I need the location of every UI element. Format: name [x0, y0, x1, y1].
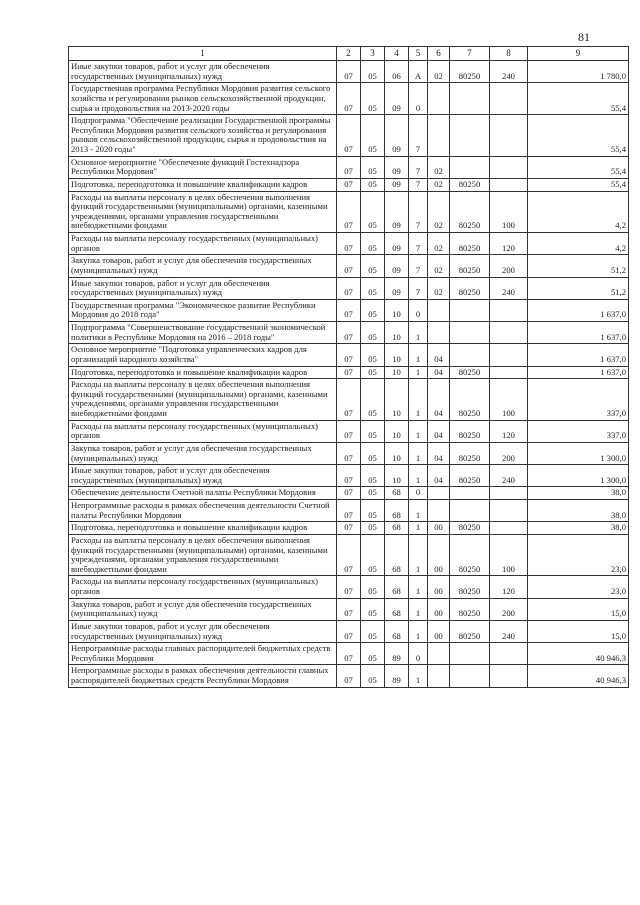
row-code-cell [490, 487, 528, 500]
table-row [69, 643, 629, 665]
row-code-cell: 80250 [450, 277, 490, 299]
row-code-cell: 07 [337, 233, 361, 255]
row-code-cell: 07 [337, 643, 361, 665]
row-code-cell: 80250 [450, 366, 490, 379]
row-code-cell: 200 [490, 442, 528, 464]
row-code-cell: 05 [361, 522, 385, 535]
row-code-cell: 09 [385, 178, 409, 191]
row-code-cell: 05 [361, 643, 385, 665]
row-code-cell: 09 [385, 277, 409, 299]
row-code-cell: 00 [428, 522, 450, 535]
row-amount-cell: 51,2 [528, 255, 629, 277]
row-code-cell: 1 [409, 522, 428, 535]
table-row [69, 322, 629, 344]
row-code-cell: 1 [409, 420, 428, 442]
row-code-cell: 07 [337, 379, 361, 421]
row-code-cell: 68 [385, 576, 409, 598]
row-code-cell: 120 [490, 576, 528, 598]
row-code-cell: 7 [409, 255, 428, 277]
row-amount-cell: 38,0 [528, 487, 629, 500]
row-code-cell [450, 643, 490, 665]
row-name-cell: Государственная программа "Экономическое развитие Республики Мордовия до 2018 года" [69, 299, 337, 321]
row-code-cell [450, 156, 490, 178]
row-code-cell: 05 [361, 379, 385, 421]
row-code-cell: 1 [409, 620, 428, 642]
row-code-cell: 10 [385, 442, 409, 464]
row-code-cell: 240 [490, 465, 528, 487]
row-code-cell: 04 [428, 366, 450, 379]
row-code-cell [490, 665, 528, 687]
row-code-cell: 10 [385, 420, 409, 442]
row-code-cell: А [409, 61, 428, 83]
row-code-cell: 100 [490, 534, 528, 576]
row-amount-cell: 55,4 [528, 178, 629, 191]
row-code-cell: 80250 [450, 379, 490, 421]
row-code-cell: 07 [337, 61, 361, 83]
row-code-cell: 68 [385, 487, 409, 500]
row-amount-cell: 1 637,0 [528, 322, 629, 344]
row-amount-cell: 40 946,3 [528, 643, 629, 665]
row-code-cell: 05 [361, 620, 385, 642]
row-code-cell: 05 [361, 83, 385, 115]
row-amount-cell: 23,0 [528, 534, 629, 576]
row-code-cell: 05 [361, 322, 385, 344]
table-row [69, 233, 629, 255]
row-code-cell: 05 [361, 115, 385, 157]
row-code-cell: 80250 [450, 178, 490, 191]
row-code-cell: 07 [337, 191, 361, 233]
row-name-cell: Расходы на выплаты персоналу в целях обеспечения выполнения функций государственными (муниципальными) органами, казенными учреждениями, органами управления государственными внебюджетными фондами [69, 534, 337, 576]
budget-table [68, 46, 629, 688]
row-name-cell: Расходы на выплаты персоналу в целях обеспечения выполнения функций государственными (муниципальными) органами, казенными учреждениями, органами управления государственными внебюджетными фондами [69, 191, 337, 233]
row-amount-cell: 1 637,0 [528, 299, 629, 321]
row-code-cell [490, 500, 528, 522]
row-code-cell: 05 [361, 442, 385, 464]
row-code-cell: 04 [428, 465, 450, 487]
row-code-cell: 05 [361, 277, 385, 299]
table-row [69, 420, 629, 442]
row-code-cell [490, 643, 528, 665]
table-row [69, 465, 629, 487]
row-code-cell [450, 299, 490, 321]
row-code-cell: 80250 [450, 191, 490, 233]
row-code-cell: 10 [385, 322, 409, 344]
row-code-cell [428, 500, 450, 522]
row-code-cell: 09 [385, 115, 409, 157]
table-row [69, 255, 629, 277]
table-row [69, 620, 629, 642]
row-name-cell: Иные закупки товаров, работ и услуг для обеспечения государственных (муниципальных) нужд [69, 620, 337, 642]
row-code-cell: 80250 [450, 620, 490, 642]
row-name-cell: Основное мероприятие "Обеспечение функций Гостехнадзора Республики Мордовия" [69, 156, 337, 178]
row-code-cell [428, 665, 450, 687]
row-code-cell: 00 [428, 620, 450, 642]
row-code-cell: 80250 [450, 442, 490, 464]
row-amount-cell: 4,2 [528, 191, 629, 233]
row-amount-cell: 38,0 [528, 500, 629, 522]
row-code-cell [450, 83, 490, 115]
row-code-cell: 1 [409, 344, 428, 366]
row-amount-cell: 1 300,0 [528, 465, 629, 487]
row-code-cell: 02 [428, 233, 450, 255]
row-name-cell: Закупка товаров, работ и услуг для обеспечения государственных (муниципальных) нужд [69, 442, 337, 464]
row-code-cell: 10 [385, 344, 409, 366]
row-name-cell: Непрограммные расходы главных распорядителей бюджетных средств Республики Мордовия [69, 643, 337, 665]
row-code-cell: 80250 [450, 598, 490, 620]
row-code-cell: 02 [428, 191, 450, 233]
row-code-cell: 04 [428, 379, 450, 421]
row-code-cell: 80250 [450, 465, 490, 487]
row-code-cell: 1 [409, 576, 428, 598]
row-code-cell: 89 [385, 665, 409, 687]
row-code-cell: 80250 [450, 522, 490, 535]
row-code-cell: 10 [385, 379, 409, 421]
row-code-cell: 07 [337, 576, 361, 598]
row-name-cell: Иные закупки товаров, работ и услуг для обеспечения государственных (муниципальных) нужд [69, 61, 337, 83]
row-code-cell: 07 [337, 534, 361, 576]
row-name-cell: Закупка товаров, работ и услуг для обеспечения государственных (муниципальных) нужд [69, 255, 337, 277]
row-code-cell [490, 299, 528, 321]
column-header: 5 [409, 47, 428, 61]
table-row [69, 442, 629, 464]
row-name-cell: Подготовка, переподготовка и повышение квалификации кадров [69, 522, 337, 535]
table-row [69, 665, 629, 687]
column-header: 2 [337, 47, 361, 61]
row-code-cell: 02 [428, 277, 450, 299]
row-name-cell: Непрограммные расходы в рамках обеспечения деятельности главных распорядителей бюджетных средств Республики Мордовия [69, 665, 337, 687]
row-code-cell: 05 [361, 487, 385, 500]
row-amount-cell: 337,0 [528, 420, 629, 442]
row-code-cell: 07 [337, 178, 361, 191]
row-code-cell: 02 [428, 178, 450, 191]
row-amount-cell: 15,0 [528, 598, 629, 620]
row-code-cell: 1 [409, 598, 428, 620]
row-amount-cell: 55,4 [528, 83, 629, 115]
table-row [69, 156, 629, 178]
row-code-cell: 05 [361, 576, 385, 598]
table-row [69, 598, 629, 620]
row-amount-cell: 1 300,0 [528, 442, 629, 464]
row-code-cell: 05 [361, 178, 385, 191]
row-code-cell: 07 [337, 465, 361, 487]
row-code-cell: 09 [385, 255, 409, 277]
row-code-cell: 120 [490, 420, 528, 442]
row-code-cell: 7 [409, 191, 428, 233]
row-name-cell: Подготовка, переподготовка и повышение квалификации кадров [69, 366, 337, 379]
row-code-cell: 00 [428, 576, 450, 598]
row-code-cell: 07 [337, 500, 361, 522]
row-code-cell: 05 [361, 598, 385, 620]
row-code-cell: 1 [409, 379, 428, 421]
row-code-cell [450, 344, 490, 366]
row-amount-cell: 15,0 [528, 620, 629, 642]
row-name-cell: Расходы на выплаты персоналу в целях обеспечения выполнения функций государственными (муниципальными) органами, казенными учреждениями, органами управления государственными внебюджетными фондами [69, 379, 337, 421]
row-code-cell: 80250 [450, 576, 490, 598]
row-code-cell [490, 522, 528, 535]
table-row [69, 534, 629, 576]
row-code-cell: 06 [385, 61, 409, 83]
row-code-cell: 80250 [450, 534, 490, 576]
row-code-cell: 100 [490, 379, 528, 421]
row-amount-cell: 23,0 [528, 576, 629, 598]
column-header: 3 [361, 47, 385, 61]
row-code-cell: 7 [409, 178, 428, 191]
table-row [69, 344, 629, 366]
row-code-cell [450, 500, 490, 522]
row-code-cell: 05 [361, 465, 385, 487]
row-code-cell: 09 [385, 233, 409, 255]
row-code-cell: 68 [385, 598, 409, 620]
row-code-cell [490, 156, 528, 178]
row-code-cell: 00 [428, 534, 450, 576]
row-code-cell: 02 [428, 255, 450, 277]
row-code-cell: 0 [409, 643, 428, 665]
row-code-cell: 05 [361, 299, 385, 321]
row-code-cell: 80250 [450, 420, 490, 442]
table-row [69, 83, 629, 115]
row-name-cell: Иные закупки товаров, работ и услуг для обеспечения государственных (муниципальных) нужд [69, 465, 337, 487]
row-code-cell: 07 [337, 277, 361, 299]
row-code-cell [490, 366, 528, 379]
row-code-cell: 120 [490, 233, 528, 255]
column-header: 6 [428, 47, 450, 61]
row-amount-cell: 55,4 [528, 156, 629, 178]
row-amount-cell: 40 946,3 [528, 665, 629, 687]
row-code-cell [450, 487, 490, 500]
row-code-cell: 05 [361, 366, 385, 379]
row-code-cell: 05 [361, 500, 385, 522]
table-row [69, 500, 629, 522]
row-code-cell: 04 [428, 420, 450, 442]
row-code-cell: 05 [361, 344, 385, 366]
row-code-cell: 05 [361, 665, 385, 687]
row-code-cell: 1 [409, 322, 428, 344]
row-code-cell: 07 [337, 598, 361, 620]
row-code-cell: 200 [490, 255, 528, 277]
row-code-cell: 09 [385, 156, 409, 178]
table-row [69, 61, 629, 83]
row-code-cell: 07 [337, 420, 361, 442]
row-code-cell: 05 [361, 255, 385, 277]
row-name-cell: Расходы на выплаты персоналу государственных (муниципальных) органов [69, 420, 337, 442]
row-amount-cell: 1 637,0 [528, 366, 629, 379]
row-code-cell: 1 [409, 500, 428, 522]
row-code-cell: 0 [409, 487, 428, 500]
row-code-cell: 1 [409, 665, 428, 687]
row-code-cell: 05 [361, 420, 385, 442]
table-row [69, 379, 629, 421]
row-amount-cell: 1 780,0 [528, 61, 629, 83]
row-code-cell: 02 [428, 156, 450, 178]
row-code-cell [490, 115, 528, 157]
row-code-cell: 07 [337, 299, 361, 321]
row-name-cell: Непрограммные расходы в рамках обеспечения деятельности Счетной палаты Республики Мордовия [69, 500, 337, 522]
row-code-cell [450, 322, 490, 344]
row-code-cell: 07 [337, 115, 361, 157]
row-code-cell [428, 322, 450, 344]
page-number: 81 [578, 30, 590, 44]
row-code-cell: 1 [409, 534, 428, 576]
row-amount-cell: 55,4 [528, 115, 629, 157]
row-code-cell: 10 [385, 465, 409, 487]
row-code-cell: 05 [361, 534, 385, 576]
header-row [69, 47, 629, 61]
table-row [69, 576, 629, 598]
row-name-cell: Подпрограмма "Совершенствование государственной экономической политики в Республике Мордовия на 2016 – 2018 годы" [69, 322, 337, 344]
row-code-cell: 09 [385, 191, 409, 233]
row-code-cell: 07 [337, 442, 361, 464]
row-name-cell: Подготовка, переподготовка и повышение квалификации кадров [69, 178, 337, 191]
row-code-cell: 7 [409, 233, 428, 255]
row-code-cell: 05 [361, 61, 385, 83]
table-row [69, 191, 629, 233]
row-code-cell: 68 [385, 534, 409, 576]
table-row [69, 115, 629, 157]
row-code-cell: 07 [337, 255, 361, 277]
row-amount-cell: 38,0 [528, 522, 629, 535]
row-code-cell: 00 [428, 598, 450, 620]
row-code-cell [490, 344, 528, 366]
row-code-cell [490, 178, 528, 191]
row-name-cell: Расходы на выплаты персоналу государственных (муниципальных) органов [69, 233, 337, 255]
row-code-cell [490, 322, 528, 344]
row-code-cell: 80250 [450, 233, 490, 255]
row-code-cell: 07 [337, 156, 361, 178]
table-row [69, 487, 629, 500]
table-row [69, 366, 629, 379]
column-header: 1 [69, 47, 337, 61]
row-code-cell: 1 [409, 442, 428, 464]
row-amount-cell: 1 637,0 [528, 344, 629, 366]
row-code-cell: 07 [337, 366, 361, 379]
row-code-cell: 89 [385, 643, 409, 665]
row-code-cell: 80250 [450, 61, 490, 83]
row-code-cell: 7 [409, 115, 428, 157]
table-row [69, 277, 629, 299]
table-row [69, 178, 629, 191]
row-name-cell: Расходы на выплаты персоналу государственных (муниципальных) органов [69, 576, 337, 598]
row-code-cell [428, 299, 450, 321]
table-row [69, 522, 629, 535]
row-code-cell: 04 [428, 442, 450, 464]
row-amount-cell: 4,2 [528, 233, 629, 255]
row-code-cell: 240 [490, 61, 528, 83]
row-code-cell: 09 [385, 83, 409, 115]
row-code-cell [428, 487, 450, 500]
row-code-cell: 05 [361, 191, 385, 233]
row-code-cell: 240 [490, 277, 528, 299]
row-code-cell: 68 [385, 500, 409, 522]
row-code-cell: 07 [337, 322, 361, 344]
row-code-cell: 05 [361, 233, 385, 255]
row-code-cell: 07 [337, 620, 361, 642]
row-code-cell: 200 [490, 598, 528, 620]
row-code-cell: 10 [385, 366, 409, 379]
row-code-cell: 07 [337, 522, 361, 535]
row-code-cell: 07 [337, 344, 361, 366]
row-code-cell [450, 115, 490, 157]
row-code-cell: 0 [409, 83, 428, 115]
row-code-cell: 04 [428, 344, 450, 366]
row-name-cell: Обеспечение деятельности Счетной палаты Республики Мордовия [69, 487, 337, 500]
row-code-cell [490, 83, 528, 115]
row-name-cell: Подпрограмма "Обеспечение реализации Государственной программы Республики Мордовия развития сельского хозяйства и регулирования рынков сельскохозяйственной продукции, сырья и продовольствия на 2013 - 2020 годы" [69, 115, 337, 157]
column-header: 9 [528, 47, 629, 61]
row-name-cell: Государственная программа Республики Мордовия развития сельского хозяйства и регулирования рынков сельскохозяйственной продукции, сырья и продовольствия на 2013-2020 годы [69, 83, 337, 115]
row-code-cell [428, 643, 450, 665]
row-code-cell: 80250 [450, 255, 490, 277]
row-code-cell: 7 [409, 156, 428, 178]
row-code-cell [428, 83, 450, 115]
row-name-cell: Закупка товаров, работ и услуг для обеспечения государственных (муниципальных) нужд [69, 598, 337, 620]
row-code-cell [428, 115, 450, 157]
row-code-cell: 0 [409, 299, 428, 321]
row-amount-cell: 337,0 [528, 379, 629, 421]
row-code-cell [450, 665, 490, 687]
row-code-cell: 7 [409, 277, 428, 299]
row-code-cell: 07 [337, 487, 361, 500]
table-row [69, 299, 629, 321]
row-amount-cell: 51,2 [528, 277, 629, 299]
row-code-cell: 07 [337, 665, 361, 687]
row-code-cell: 240 [490, 620, 528, 642]
column-header: 8 [490, 47, 528, 61]
row-code-cell: 68 [385, 522, 409, 535]
row-code-cell: 1 [409, 465, 428, 487]
row-code-cell: 07 [337, 83, 361, 115]
row-code-cell: 02 [428, 61, 450, 83]
row-code-cell: 100 [490, 191, 528, 233]
column-header: 4 [385, 47, 409, 61]
row-name-cell: Иные закупки товаров, работ и услуг для обеспечения государственных (муниципальных) нужд [69, 277, 337, 299]
row-code-cell: 1 [409, 366, 428, 379]
row-code-cell: 10 [385, 299, 409, 321]
row-code-cell: 68 [385, 620, 409, 642]
column-header: 7 [450, 47, 490, 61]
row-name-cell: Основное мероприятие "Подготовка управленческих кадров для организаций народного хозяйства" [69, 344, 337, 366]
row-code-cell: 05 [361, 156, 385, 178]
